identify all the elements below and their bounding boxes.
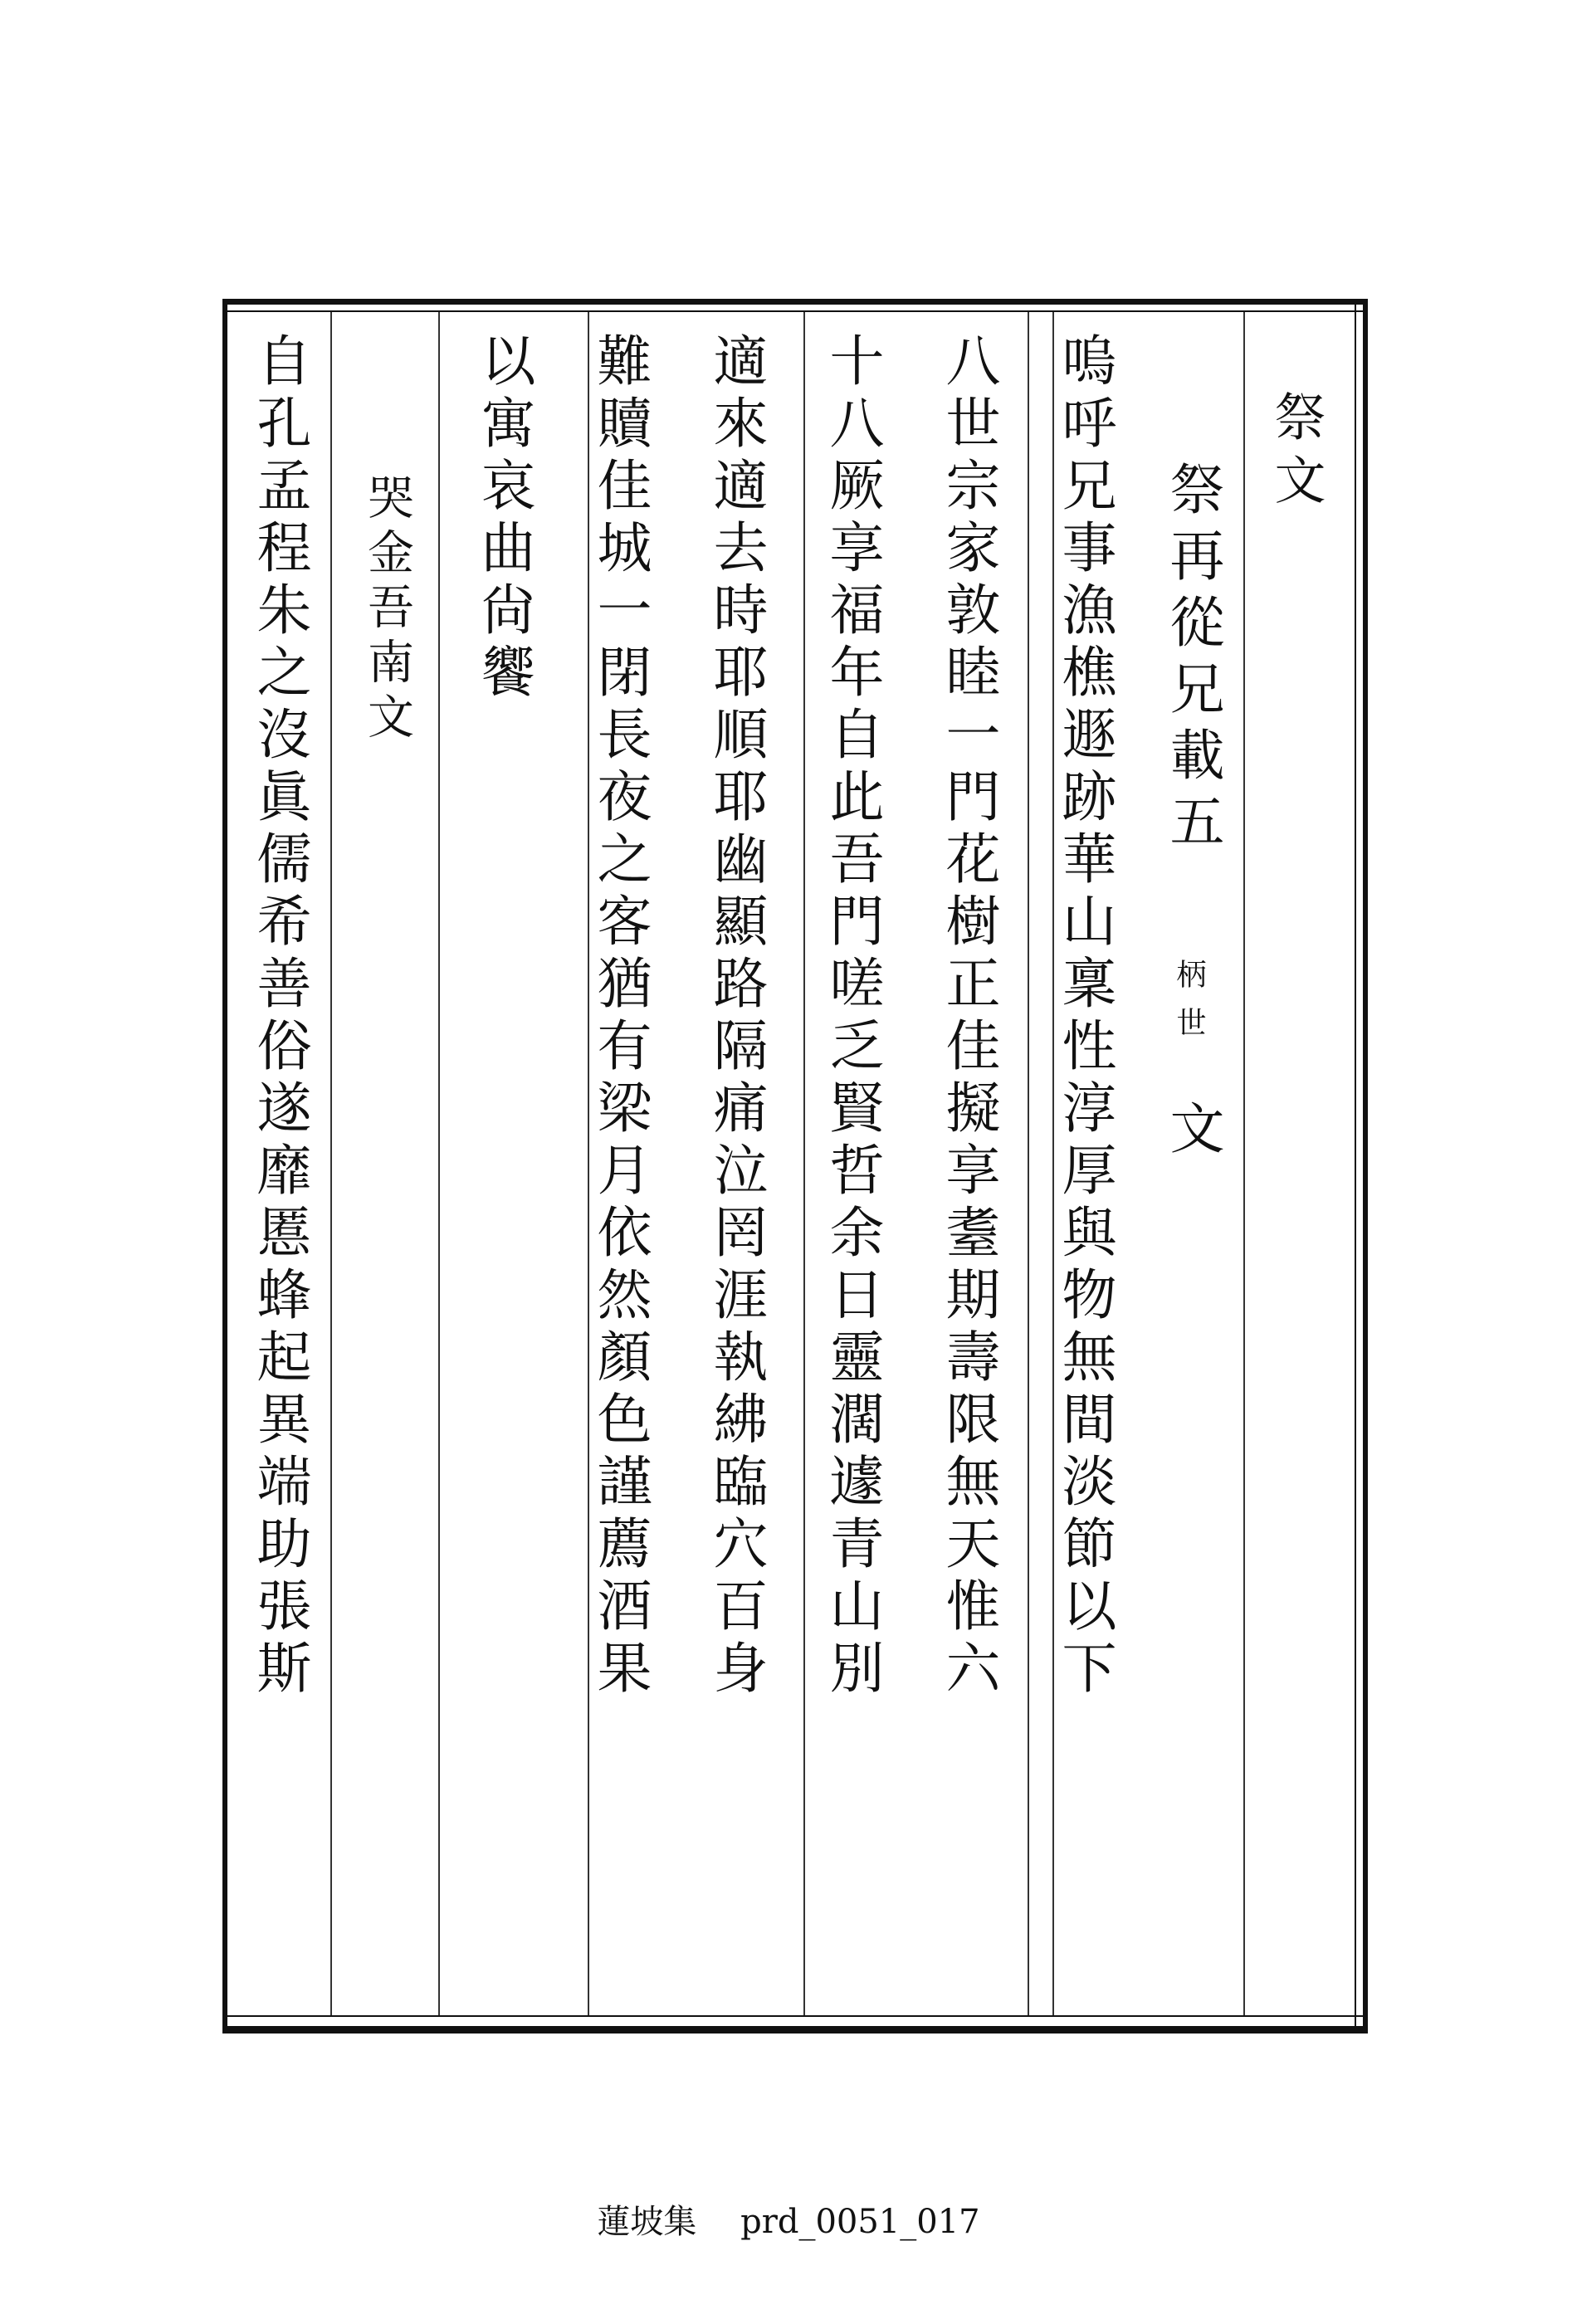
text-column-4: 適來適去時耶順耶幽顯路隔痛泣罔涯執紼臨穴百身: [704, 332, 768, 1702]
section-title-tail: 文: [1160, 1100, 1224, 1166]
text-column-1: 嗚呼兄事漁樵遯跡華山稟性淳厚與物無間淡節以下: [1052, 332, 1116, 1702]
column-rule: [1243, 312, 1245, 2015]
title-annotation: 柄世: [1172, 959, 1206, 1055]
footer-page-code: prd_0051_017: [740, 2203, 980, 2241]
frame-top-border: [222, 299, 1368, 312]
column-rule: [330, 312, 332, 2015]
footer-book-title: 蓮坡集: [597, 2203, 697, 2241]
text-column-3: 十八厥享福年自此吾門嗟乏賢哲余日靈濶遽青山別: [820, 332, 884, 1702]
column-rule: [1028, 312, 1029, 2015]
page-frame: [222, 299, 1368, 2034]
side-label: 祭文: [1266, 390, 1326, 516]
column-rule: [438, 312, 440, 2015]
text-column-6: 以寓哀曲尙饗: [471, 332, 535, 706]
column-rule: [803, 312, 805, 2015]
text-column-5: 難贖佳城一閉長夜之客猶有梁月依然顏色謹薦酒果: [588, 332, 652, 1702]
text-column-7: 自孔孟程朱之沒眞儒希善俗遂靡慝蜂起異端助張斯: [247, 332, 311, 1702]
section-title: 祭再從兄載五: [1160, 461, 1224, 859]
frame-left-border: [222, 299, 227, 2034]
frame-bottom-border: [222, 2015, 1368, 2034]
frame-right-border: [1355, 299, 1368, 2034]
page-footer: [0, 2195, 1577, 2243]
text-column-2: 八世宗家敦睦一門花樹正佳擬享耋期壽限無天惟六: [936, 332, 1000, 1702]
second-section-title: 哭金吾南文: [360, 473, 414, 747]
